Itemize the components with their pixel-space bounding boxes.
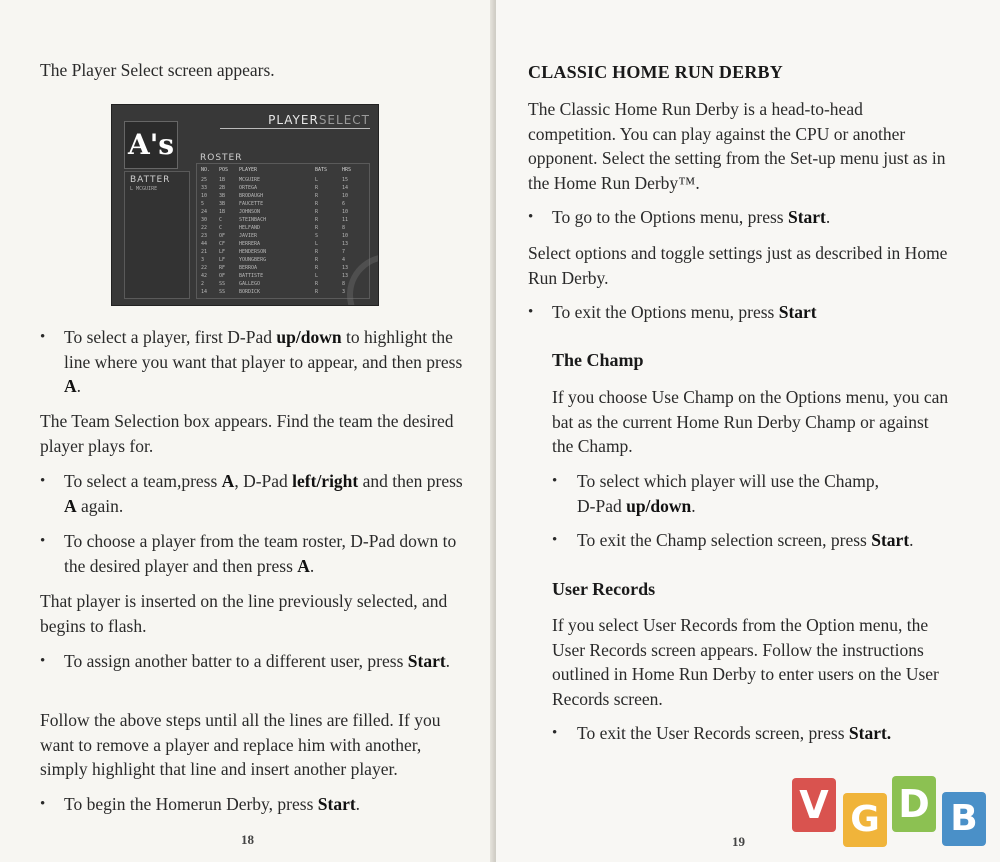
screenshot-title: [220, 113, 370, 129]
roster-cell: 30: [201, 217, 208, 223]
roster-cell: 33: [201, 185, 208, 191]
roster-cell: PLAYER: [239, 167, 258, 173]
watermark-letter: D: [892, 776, 936, 832]
title-player: PLAYER: [268, 113, 319, 127]
options-text: Select options and toggle settings just as described in Home Run Derby.: [528, 243, 948, 288]
roster-cell: 10: [342, 193, 349, 199]
roster-cell: SS: [219, 289, 226, 295]
bullet-select-team: [40, 469, 465, 518]
subheading-user-records: User Records: [552, 579, 656, 599]
roster-cell: R: [315, 217, 319, 223]
champ-text: If you choose Use Champ on the Options menu, you can bat as the current Home Run Derby Champ or against the Champ.: [552, 387, 949, 456]
bullet-select-champ: [552, 469, 952, 518]
bullet-dot: •: [528, 304, 534, 320]
roster-cell: OF: [219, 273, 226, 279]
bullet-dot: •: [528, 209, 534, 225]
roster-cell: STEINBACH: [239, 217, 267, 223]
follow-steps-text: Follow the above steps until all the lines are filled. If you want to remove a player and replace him with another, simply highlight that line and insert another player.: [40, 710, 441, 779]
roster-cell: 4: [342, 257, 346, 263]
watermark-letter: B: [942, 792, 986, 846]
roster-row[interactable]: [197, 265, 369, 272]
bullet-text: To select a player, first D-Pad up/down to highlight the line where you want that player to appear, and then press A.: [64, 327, 463, 396]
page-number-left: 18: [241, 832, 254, 847]
subheading-champ: The Champ: [552, 350, 644, 370]
roster-row[interactable]: [197, 241, 369, 248]
bullet-dot: •: [40, 473, 46, 489]
roster-table: [196, 163, 370, 299]
roster-cell: CF: [219, 241, 226, 247]
roster-cell: 14: [201, 289, 208, 295]
roster-cell: R: [315, 289, 319, 295]
bullet-dot: •: [40, 329, 46, 345]
bullet-choose-player: [40, 529, 465, 578]
roster-cell: 10: [342, 209, 349, 215]
roster-cell: JAVIER: [239, 233, 258, 239]
roster-cell: R: [315, 185, 319, 191]
roster-cell: 1B: [219, 177, 226, 183]
roster-row[interactable]: [197, 233, 369, 240]
roster-cell: SS: [219, 281, 226, 287]
user-records-text: If you select User Records from the Option menu, the User Records screen appears. Follow the instructions outlined in Home Run Derby to enter users on the User Records screen.: [552, 615, 939, 709]
right-page: [496, 0, 1000, 862]
roster-cell: 7: [342, 249, 346, 255]
roster-cell: 25: [201, 177, 208, 183]
roster-cell: 42: [201, 273, 208, 279]
bullet-dot: •: [552, 473, 558, 489]
roster-cell: L: [315, 241, 319, 247]
roster-cell: L: [315, 273, 319, 279]
roster-cell: 2B: [219, 185, 226, 191]
roster-cell: R: [315, 225, 319, 231]
bullet-dot: •: [40, 533, 46, 549]
bullet-text: To exit the User Records screen, press Start.: [577, 723, 892, 743]
roster-cell: JOHNSON: [239, 209, 261, 215]
roster-cell: S: [315, 233, 319, 239]
roster-cell: BATTISTE: [239, 273, 264, 279]
bullet-text: To go to the Options menu, press Start.: [552, 207, 831, 227]
roster-cell: GALLEGO: [239, 281, 261, 287]
roster-row[interactable]: [197, 209, 369, 216]
roster-cell: R: [315, 265, 319, 271]
inserted-text: That player is inserted on the line previously selected, and begins to flash.: [40, 591, 448, 636]
roster-cell: R: [315, 193, 319, 199]
roster-cell: R: [315, 249, 319, 255]
roster-cell: R: [315, 209, 319, 215]
roster-cell: POS: [219, 167, 229, 173]
bullet-text: To exit the Options menu, press Start: [552, 302, 817, 322]
roster-cell: 3B: [219, 193, 226, 199]
roster-cell: BRODAUGH: [239, 193, 264, 199]
roster-cell: ORTEGA: [239, 185, 258, 191]
roster-cell: NO.: [201, 167, 211, 173]
roster-cell: 24: [201, 209, 208, 215]
roster-cell: L: [315, 177, 319, 183]
title-select: SELECT: [318, 113, 370, 127]
bullet-assign-batter: [40, 649, 465, 674]
bullet-dot: •: [40, 796, 46, 812]
roster-cell: 1B: [219, 209, 226, 215]
roster-cell: R: [315, 281, 319, 287]
bullet-text: To assign another batter to a different user, press Start.: [64, 651, 451, 671]
roster-cell: C: [219, 217, 223, 223]
roster-label: ROSTER: [200, 153, 243, 163]
roster-cell: HENDERSON: [239, 249, 267, 255]
intro-text: The Player Select screen appears.: [40, 60, 275, 80]
roster-row[interactable]: [197, 273, 369, 280]
roster-cell: R: [315, 201, 319, 207]
bullet-text: To exit the Champ selection screen, press Start.: [577, 530, 914, 550]
roster-cell: 14: [342, 185, 349, 191]
batter-name: L MCGUIRE: [130, 186, 158, 192]
section-heading: CLASSIC HOME RUN DERBY: [528, 62, 783, 82]
roster-cell: 3: [342, 289, 346, 295]
roster-cell: 8: [342, 225, 346, 231]
classic-derby-intro: The Classic Home Run Derby is a head-to-head competition. You can play against the CPU or another opponent. Select the setting from the Set-up menu just as in the Home Run Derby™.: [528, 99, 946, 193]
roster-cell: LF: [219, 257, 226, 263]
bullet-begin-derby: [40, 792, 465, 817]
bullet-text: To select a team,press A, D-Pad left/right and then press A again.: [64, 471, 463, 516]
roster-cell: OF: [219, 233, 226, 239]
watermark-letter: V: [792, 778, 836, 832]
roster-cell: LF: [219, 249, 226, 255]
left-page: [0, 0, 496, 862]
roster-cell: 15: [342, 177, 349, 183]
bullet-exit-champ: [552, 528, 962, 553]
bullet-text: To begin the Homerun Derby, press Start.: [64, 794, 361, 814]
roster-cell: 6: [342, 201, 346, 207]
roster-cell: 2: [201, 281, 205, 287]
bullet-exit-options: [528, 300, 953, 325]
roster-cell: BERROA: [239, 265, 258, 271]
roster-cell: C: [219, 225, 223, 231]
bullet-dot: •: [40, 653, 46, 669]
bullet-go-options: [528, 205, 953, 230]
roster-cell: 13: [342, 265, 349, 271]
roster-row[interactable]: [197, 249, 369, 256]
roster-cell: MCGUIRE: [239, 177, 261, 183]
roster-row[interactable]: [197, 289, 369, 296]
roster-cell: 3: [201, 257, 205, 263]
player-select-screenshot: [111, 104, 379, 306]
roster-row[interactable]: [197, 225, 369, 232]
bullet-exit-user-records: [552, 721, 962, 746]
roster-cell: 22: [201, 225, 208, 231]
roster-cell: YOUNGBERG: [239, 257, 267, 263]
roster-cell: 10: [201, 193, 208, 199]
roster-cell: 5: [201, 201, 205, 207]
roster-header-row: [197, 167, 369, 174]
roster-row[interactable]: [197, 257, 369, 264]
roster-cell: 22: [201, 265, 208, 271]
roster-row[interactable]: [197, 281, 369, 288]
roster-cell: 11: [342, 217, 349, 223]
bullet-text: To choose a player from the team roster, D-Pad down to the desired player and then press A.: [64, 531, 457, 576]
roster-cell: BORDICK: [239, 289, 261, 295]
roster-cell: 13: [342, 273, 349, 279]
bullet-text: To select which player will use the Champ, D-Pad up/down.: [577, 471, 880, 516]
page-number-right: 19: [732, 834, 745, 849]
roster-row[interactable]: [197, 201, 369, 208]
team-selection-text: The Team Selection box appears. Find the team the desired player plays for.: [40, 411, 454, 456]
roster-cell: 44: [201, 241, 208, 247]
roster-cell: BATS: [315, 167, 328, 173]
roster-cell: HERRERA: [239, 241, 261, 247]
athletics-logo: A's: [124, 121, 178, 169]
roster-cell: 13: [342, 241, 349, 247]
roster-cell: 10: [342, 233, 349, 239]
bullet-select-player: [40, 325, 465, 399]
roster-cell: 21: [201, 249, 208, 255]
roster-row[interactable]: [197, 217, 369, 224]
roster-cell: 23: [201, 233, 208, 239]
watermark-letter: G: [843, 793, 887, 847]
roster-cell: 3B: [219, 201, 226, 207]
roster-row[interactable]: [197, 177, 369, 184]
roster-row[interactable]: [197, 193, 369, 200]
bullet-dot: •: [552, 725, 558, 741]
roster-cell: RF: [219, 265, 226, 271]
roster-cell: FAUCETTE: [239, 201, 264, 207]
roster-cell: HELFAND: [239, 225, 261, 231]
roster-row[interactable]: [197, 185, 369, 192]
roster-cell: 8: [342, 281, 346, 287]
roster-cell: HRS: [342, 167, 352, 173]
roster-cell: R: [315, 257, 319, 263]
batter-label: BATTER: [130, 175, 171, 185]
bullet-dot: •: [552, 532, 558, 548]
